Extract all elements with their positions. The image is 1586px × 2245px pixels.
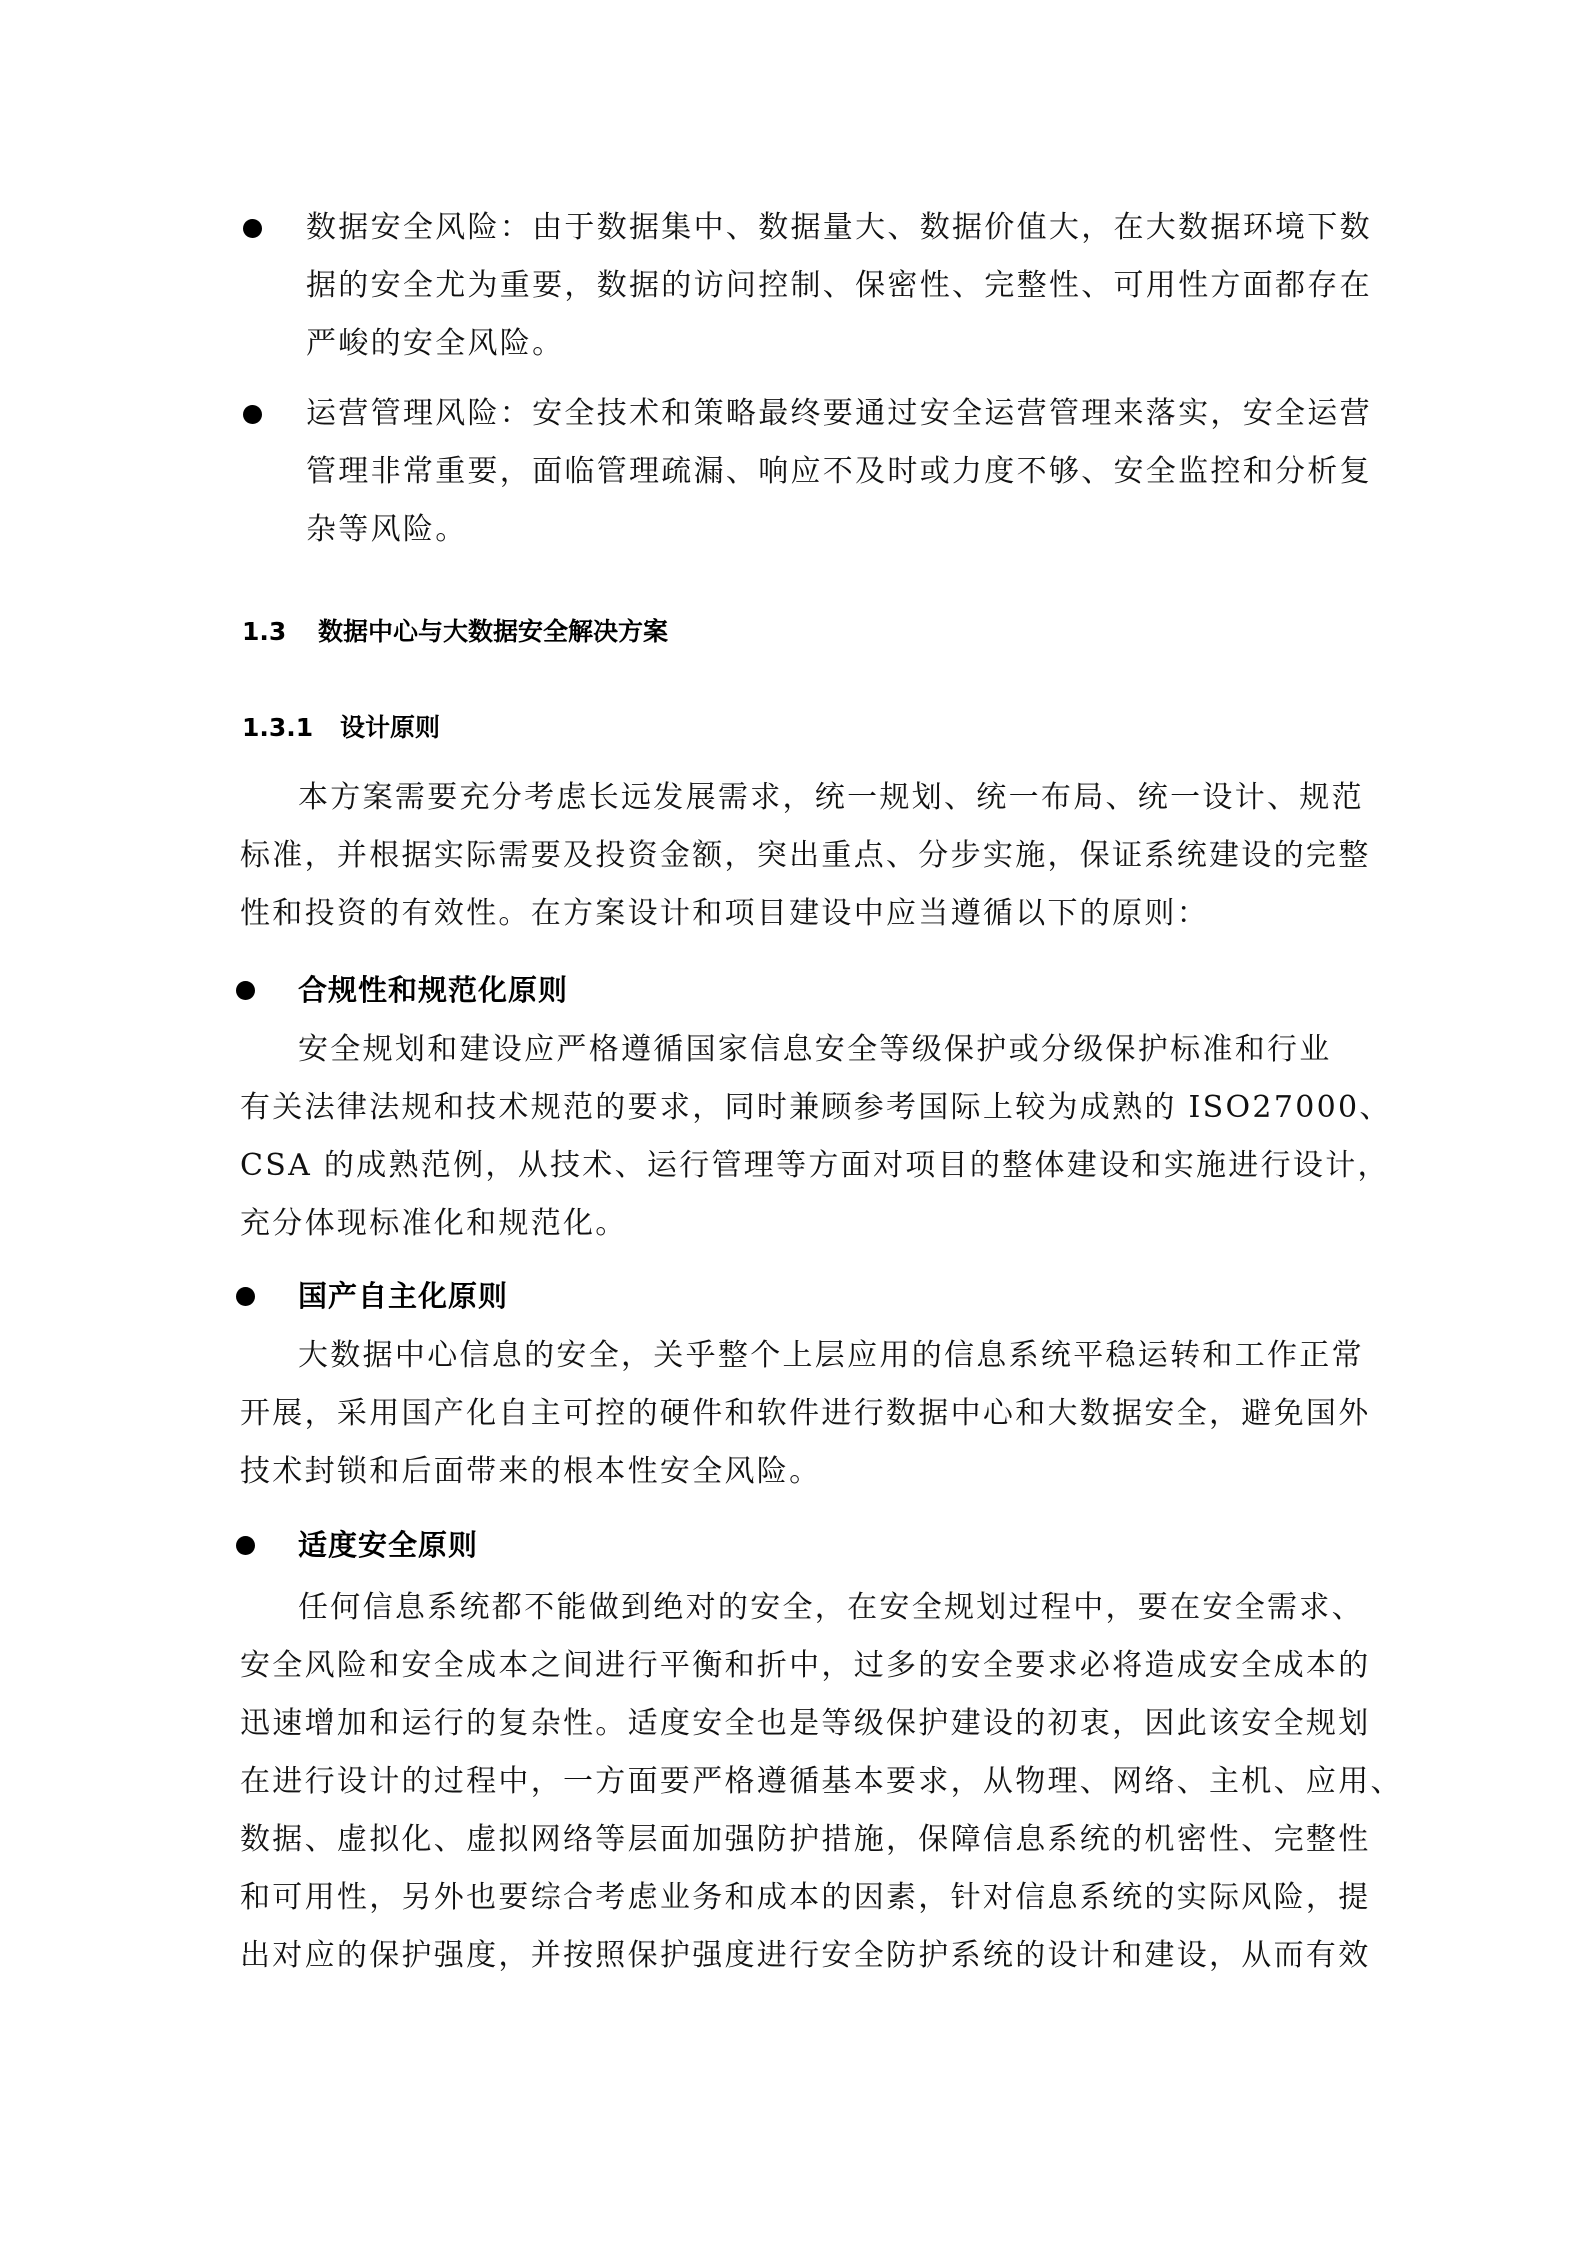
text-line: 性和投资的有效性。在方案设计和项目建设中应当遵循以下的原则：: [240, 896, 1209, 931]
text-line: 安全规划和建设应严格遵循国家信息安全等级保护或分级保护标准和行业: [298, 1032, 1332, 1067]
bullet-icon: [236, 1536, 255, 1555]
text-line: 大数据中心信息的安全，关乎整个上层应用的信息系统平稳运转和工作正常: [298, 1338, 1364, 1373]
text-line: 技术封锁和后面带来的根本性安全风险。: [240, 1454, 822, 1489]
bullet-icon: [236, 1287, 255, 1306]
subsection-title: 设计原则: [340, 713, 441, 742]
subsection-number: 1.3.1: [242, 713, 314, 742]
bullet-icon: [243, 219, 262, 238]
section-title: 数据中心与大数据安全解决方案: [318, 617, 669, 646]
text-line: 迅速增加和运行的复杂性。适度安全也是等级保护建设的初衷，因此该安全规划: [240, 1706, 1371, 1741]
text-line: 开展，采用国产化自主可控的硬件和软件进行数据中心和大数据安全，避免国外: [240, 1396, 1371, 1431]
text-line: 据的安全尤为重要，数据的访问控制、保密性、完整性、可用性方面都存在: [306, 268, 1372, 303]
text-line: 严峻的安全风险。: [306, 326, 565, 361]
section-number: 1.3: [242, 617, 287, 646]
text-line: 有关法律法规和技术规范的要求，同时兼顾参考国际上较为成熟的 ISO27000、: [240, 1090, 1392, 1125]
text-line: 运营管理风险：安全技术和策略最终要通过安全运营管理来落实，安全运营: [306, 396, 1372, 431]
principle-title: 国产自主化原则: [298, 1279, 509, 1313]
text-line: 本方案需要充分考虑长远发展需求，统一规划、统一布局、统一设计、规范: [298, 780, 1364, 815]
text-line: 标准，并根据实际需要及投资金额，突出重点、分步实施，保证系统建设的完整: [240, 838, 1371, 873]
bullet-icon: [236, 981, 255, 1000]
text-line: 和可用性，另外也要综合考虑业务和成本的因素，针对信息系统的实际风险，提: [240, 1880, 1371, 1915]
text-line: CSA 的成熟范例，从技术、运行管理等方面对项目的整体建设和实施进行设计，: [240, 1148, 1390, 1183]
bullet-icon: [243, 405, 262, 424]
principle-title: 合规性和规范化原则: [298, 973, 569, 1007]
principle-title: 适度安全原则: [298, 1528, 479, 1562]
text-line: 在进行设计的过程中，一方面要严格遵循基本要求，从物理、网络、主机、应用、: [240, 1764, 1403, 1799]
text-line: 管理非常重要，面临管理疏漏、响应不及时或力度不够、安全监控和分析复: [306, 454, 1372, 489]
text-line: 出对应的保护强度，并按照保护强度进行安全防护系统的设计和建设，从而有效: [240, 1938, 1371, 1973]
text-line: 任何信息系统都不能做到绝对的安全，在安全规划过程中，要在安全需求、: [298, 1590, 1364, 1625]
text-line: 充分体现标准化和规范化。: [240, 1206, 628, 1241]
text-line: 杂等风险。: [306, 512, 468, 547]
text-line: 数据安全风险：由于数据集中、数据量大、数据价值大，在大数据环境下数: [306, 210, 1372, 245]
text-line: 数据、虚拟化、虚拟网络等层面加强防护措施，保障信息系统的机密性、完整性: [240, 1822, 1371, 1857]
text-line: 安全风险和安全成本之间进行平衡和折中，过多的安全要求必将造成安全成本的: [240, 1648, 1371, 1683]
